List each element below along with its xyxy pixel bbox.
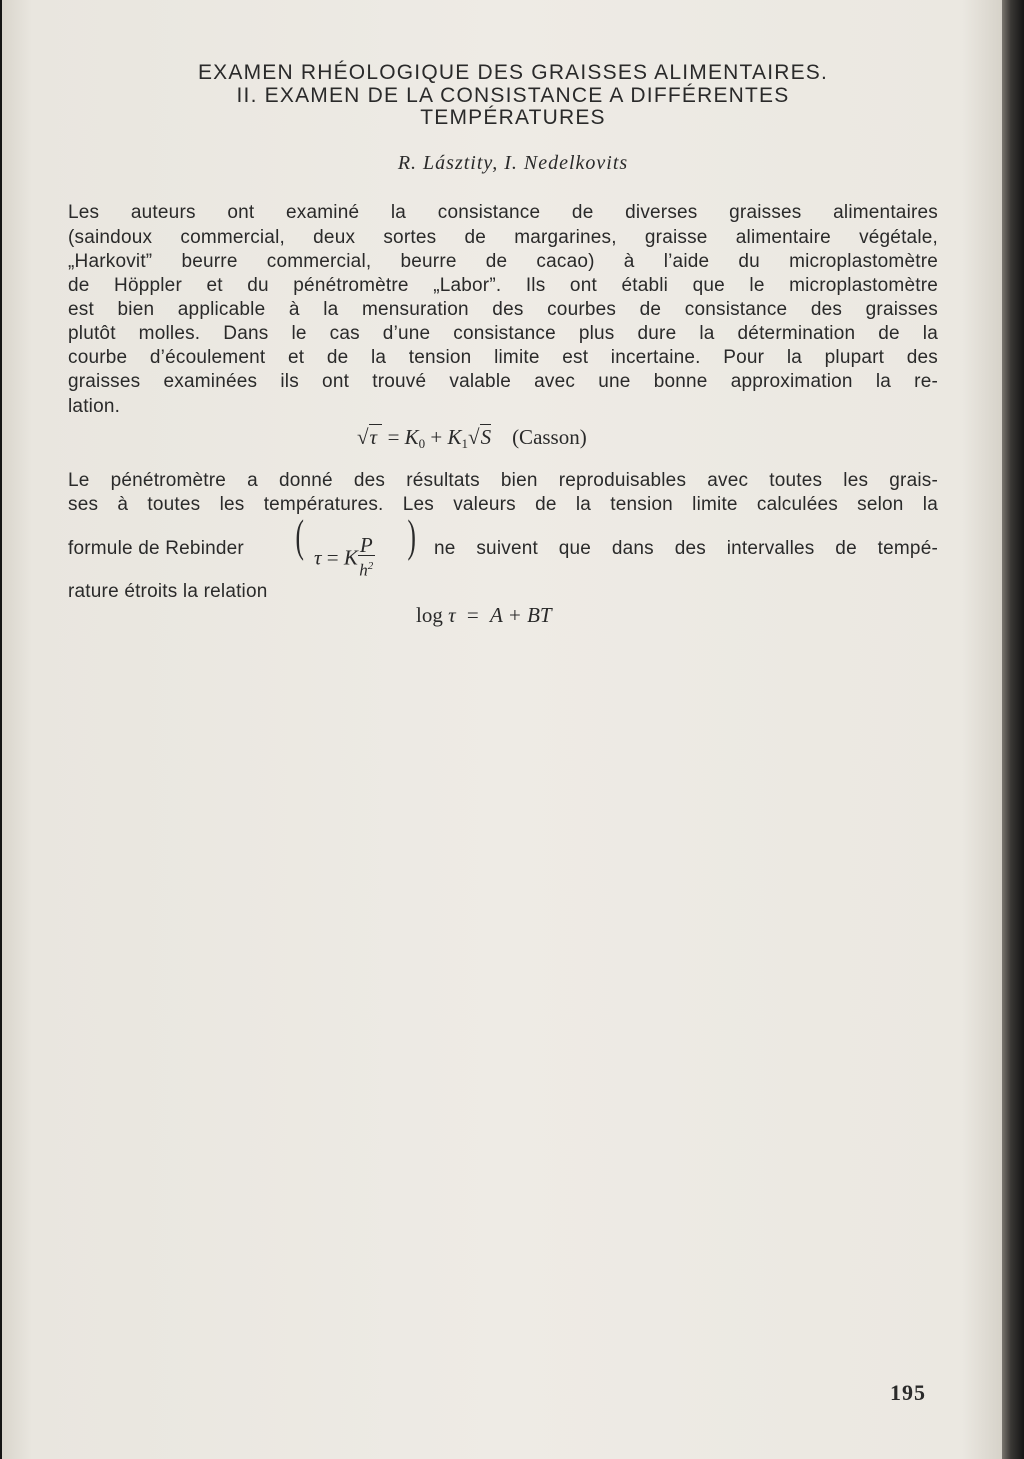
article-authors: R. Lásztity, I. Nedelkovits [397,152,629,174]
radical-sign: √ [357,425,369,449]
text-line: Le pénétromètre a donné des résultats bien reproduisables avec toutes les grais- [68,470,938,491]
rebinder-formula: ( τ = K $\frac{P}{h^2}$ ) [295,510,416,580]
text-line: plutôt molles. Dans le cas d’une consistance plus dure la détermination de la [68,323,938,344]
page-number: 195 [890,1380,926,1405]
right-paren: ) [407,510,416,561]
left-paren: ( [295,510,304,561]
text-line: graisses examinées ils ont trouvé valable avec une bonne approximation la re- [68,371,938,392]
rebinder-suffix: ne suivent que dans des intervalles de tempé- [434,538,938,559]
article-title-line-1: EXAMEN RHÉOLOGIQUE DES GRAISSES ALIMENTAIRES. [197,61,829,84]
article-title-line-2: II. EXAMEN DE LA CONSISTANCE A DIFFÉRENTES [236,84,790,107]
equation-label: (Casson) [512,425,587,449]
text-line: (saindoux commercial, deux sortes de margarines, graisse alimentaire végétale, [68,227,938,248]
journal-page [2,0,1002,1459]
text-line: lation. [68,396,121,417]
text-line: Les auteurs ont examiné la consistance de diverses graisses alimentaires [68,202,938,223]
log-equation: log τ = A + BT [416,603,552,627]
text-line: est bien applicable à la mensuration des courbes de consistance des graisses [68,299,938,320]
text-line: „Harkovit” beurre commercial, beurre de cacao) à l’aide du microplastomètre [68,251,938,272]
text-line: rature étroits la relation [68,581,268,602]
rebinder-prefix: formule de Rebinder [68,538,244,559]
scan-border [1002,0,1024,1459]
text-line: courbe d’écoulement et de la tension limite est incertaine. Pour la plupart des [68,347,938,368]
casson-equation: $√\tau = K_0 + K_1√S$ (Casson) [357,425,587,451]
fraction: $\frac{P}{h^2}$ [359,533,374,580]
radical-sign: √ [468,425,480,449]
text-line: ses à toutes les températures. Les valeurs de la tension limite calculées selon la [68,494,938,515]
text-line: de Höppler et du pénétromètre „Labor”. Ils ont établi que le microplastomètre [68,275,938,296]
article-title-line-3: TEMPÉRATURES [420,106,606,129]
